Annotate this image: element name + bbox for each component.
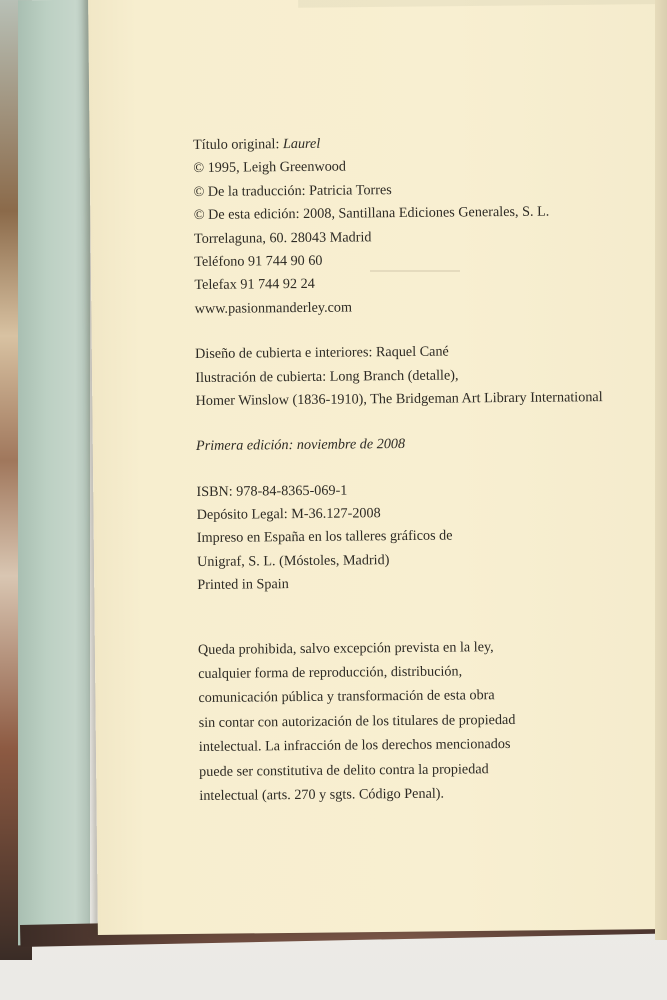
legal-notice-line: comunicación pública y transformación de esta obra (198, 687, 495, 707)
cover-illustration-credit: Ilustración de cubierta: Long Branch (detalle), (195, 366, 459, 386)
spacer (197, 593, 647, 637)
original-title-label: Título original: (193, 136, 284, 153)
copyright-text-block (193, 130, 649, 809)
cover-illustration-credit-cont: Homer Winslow (1836-1910), The Bridgeman Art Library International (195, 388, 603, 409)
copyright-author: © 1995, Leigh Greenwood (193, 158, 347, 177)
first-edition-line: Primera edición: noviembre de 2008 (195, 436, 406, 455)
printed-in-line: Printed in Spain (197, 576, 289, 594)
show-through-top (298, 0, 667, 8)
publisher-address: Torrelaguna, 60. 28043 Madrid (193, 228, 372, 247)
isbn-line: ISBN: 978-84-8365-069-1 (196, 482, 348, 500)
page-edge (655, 0, 667, 940)
legal-notice-line: sin contar con autorización de los titulares de propiedad (198, 711, 516, 731)
publisher-fax: Telefax 91 744 92 24 (194, 276, 315, 294)
legal-notice-line: puede ser constitutiva de delito contra la propiedad (199, 760, 489, 780)
book-endpaper (18, 0, 90, 945)
legal-notice (198, 633, 650, 808)
copyright-edition: © De esta edición: 2008, Santillana Ediciones Generales, S. L. (193, 203, 550, 224)
original-title: Laurel (282, 135, 321, 153)
cover-design-credit: Diseño de cubierta e interiores: Raquel Cané (195, 343, 449, 363)
legal-notice-line: Queda prohibida, salvo excepción prevista en la ley, (197, 638, 494, 658)
legal-deposit-line: Depósito Legal: M-36.127-2008 (196, 505, 381, 524)
legal-notice-line: intelectual. La infracción de los derechos mencionados (198, 736, 511, 756)
copyright-translation: © De la traducción: Patricia Torres (193, 181, 392, 200)
legal-notice-line: cualquier forma de reproducción, distribución, (198, 663, 463, 683)
legal-notice-line: intelectual (arts. 270 y sgts. Código Penal). (199, 785, 445, 804)
publisher-website: www.pasionmanderley.com (194, 299, 353, 317)
printed-at-line-2: Unigraf, S. L. (Móstoles, Madrid) (197, 551, 390, 570)
printed-at-line-1: Impreso en España en los talleres gráficos de (196, 527, 453, 547)
publisher-phone: Teléfono 91 744 90 60 (194, 252, 323, 270)
